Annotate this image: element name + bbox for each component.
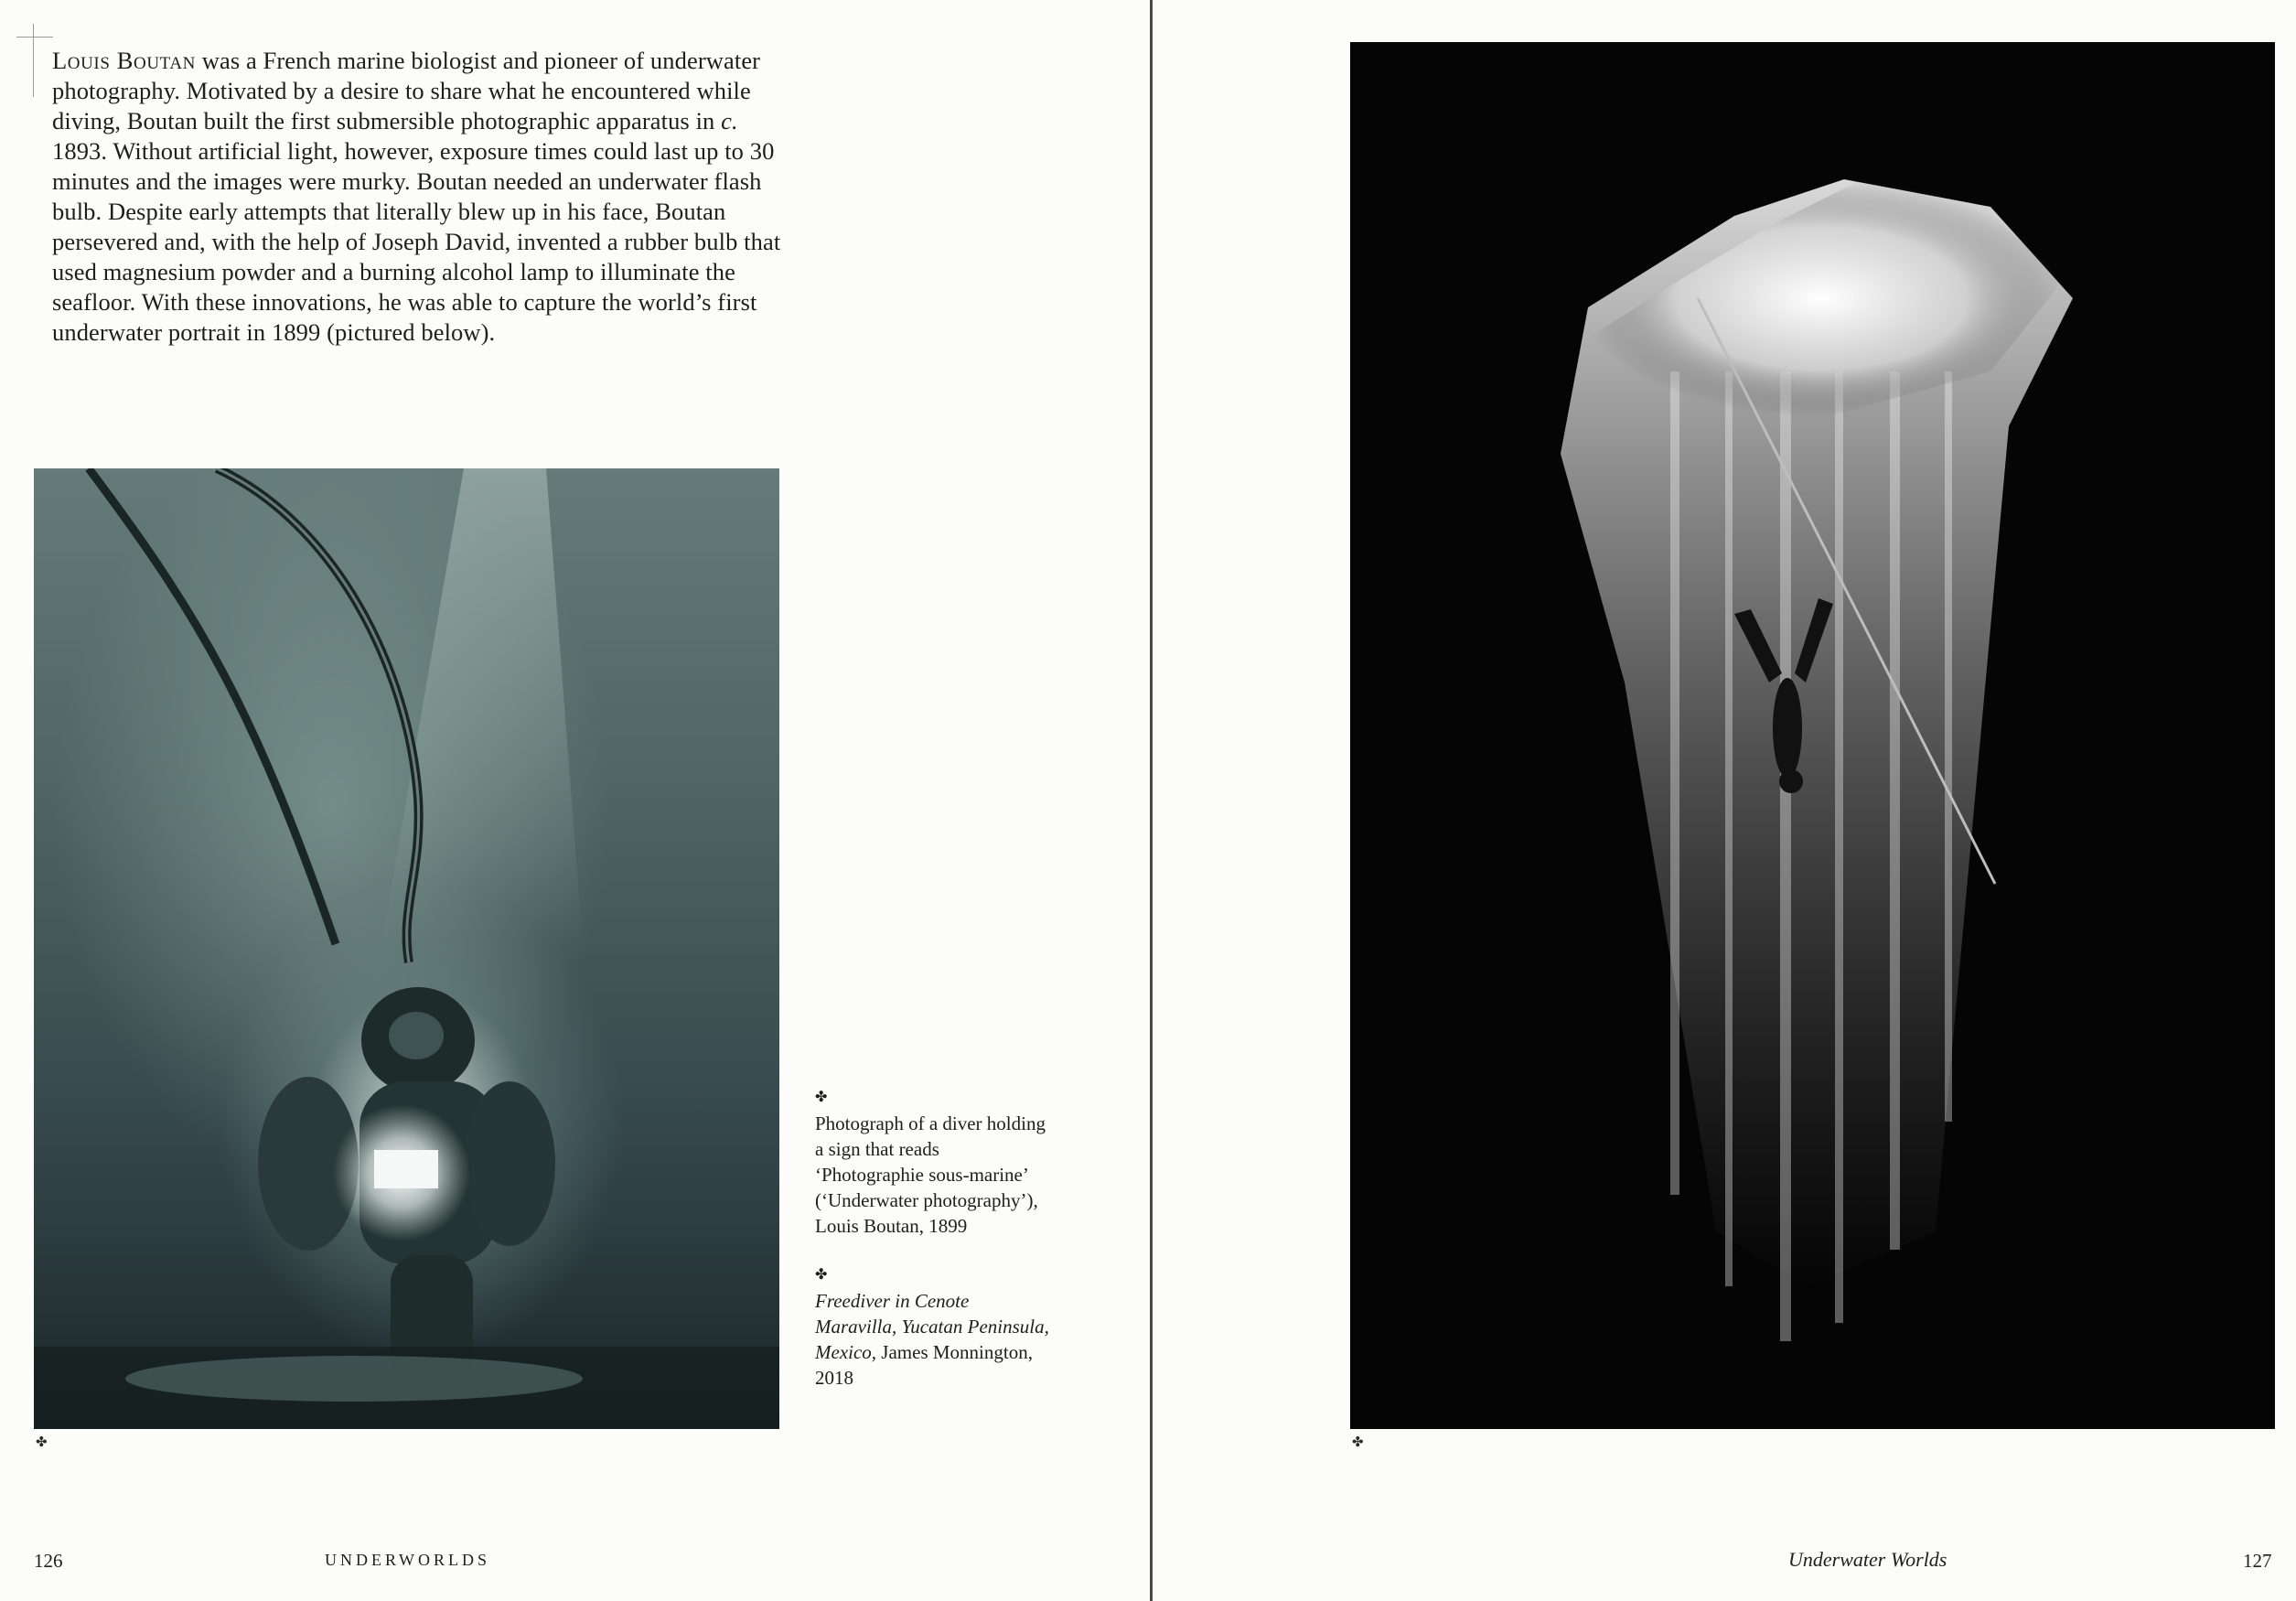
caption-freediver-credit: James Monnington, 2018 bbox=[815, 1341, 1033, 1389]
page-gutter bbox=[1150, 0, 1153, 1601]
crop-mark-horizontal bbox=[16, 37, 53, 38]
left-photo-marker: ✤ bbox=[36, 1434, 48, 1450]
freediver-photo-art bbox=[1350, 42, 2275, 1429]
caption-freediver-title: Freediver in Cenote Maravilla, Yucatan Peninsula, Mexico, bbox=[815, 1290, 1049, 1363]
caption-glyph-1: ✤ bbox=[815, 1090, 828, 1105]
intro-text-part1: was a French marine biologist and pioneer of underwater photography. Motivated by a desire to share what he encountered while diving, Boutan built the first submersible photographic apparatus in bbox=[52, 47, 761, 134]
intro-lead: Louis Boutan bbox=[52, 47, 196, 74]
right-photo-marker: ✤ bbox=[1352, 1434, 1364, 1450]
page-number-right: 127 bbox=[2243, 1550, 2272, 1572]
page-number-left: 126 bbox=[34, 1550, 63, 1572]
boutan-photo-art bbox=[34, 468, 779, 1429]
intro-text-part2: 1893. Without artificial light, however, exposure times could last up to 30 minutes and the images were murky. Boutan needed an underwater flash bulb. Despite early attempts that literally blew up in his face, Boutan persevered and, with the help of Joseph David, invented a rubber bulb that used magnesium powder and a burning alcohol lamp to illuminate the seafloor. With these innovations, he was able to capture the world’s first underwater portrait in 1899 (pictured below). bbox=[52, 137, 781, 346]
caption-boutan: Photograph of a diver holding a sign that reads ‘Photographie sous-marine’ (‘Underwater photography’), Louis Boutan, 1899 bbox=[815, 1112, 1046, 1237]
boutan-diver-photo bbox=[34, 468, 779, 1429]
intro-circa: c. bbox=[721, 107, 738, 134]
intro-paragraph bbox=[52, 46, 784, 348]
photo-captions bbox=[815, 1089, 1053, 1391]
running-head-right: Underwater Worlds bbox=[1788, 1548, 1947, 1571]
crop-mark-vertical bbox=[33, 24, 34, 97]
caption-freediver bbox=[815, 1288, 1053, 1391]
freediver-cenote-photo bbox=[1350, 42, 2275, 1429]
running-head-left: UNDERWORLDS bbox=[325, 1551, 491, 1569]
caption-glyph-2: ✤ bbox=[815, 1267, 828, 1283]
